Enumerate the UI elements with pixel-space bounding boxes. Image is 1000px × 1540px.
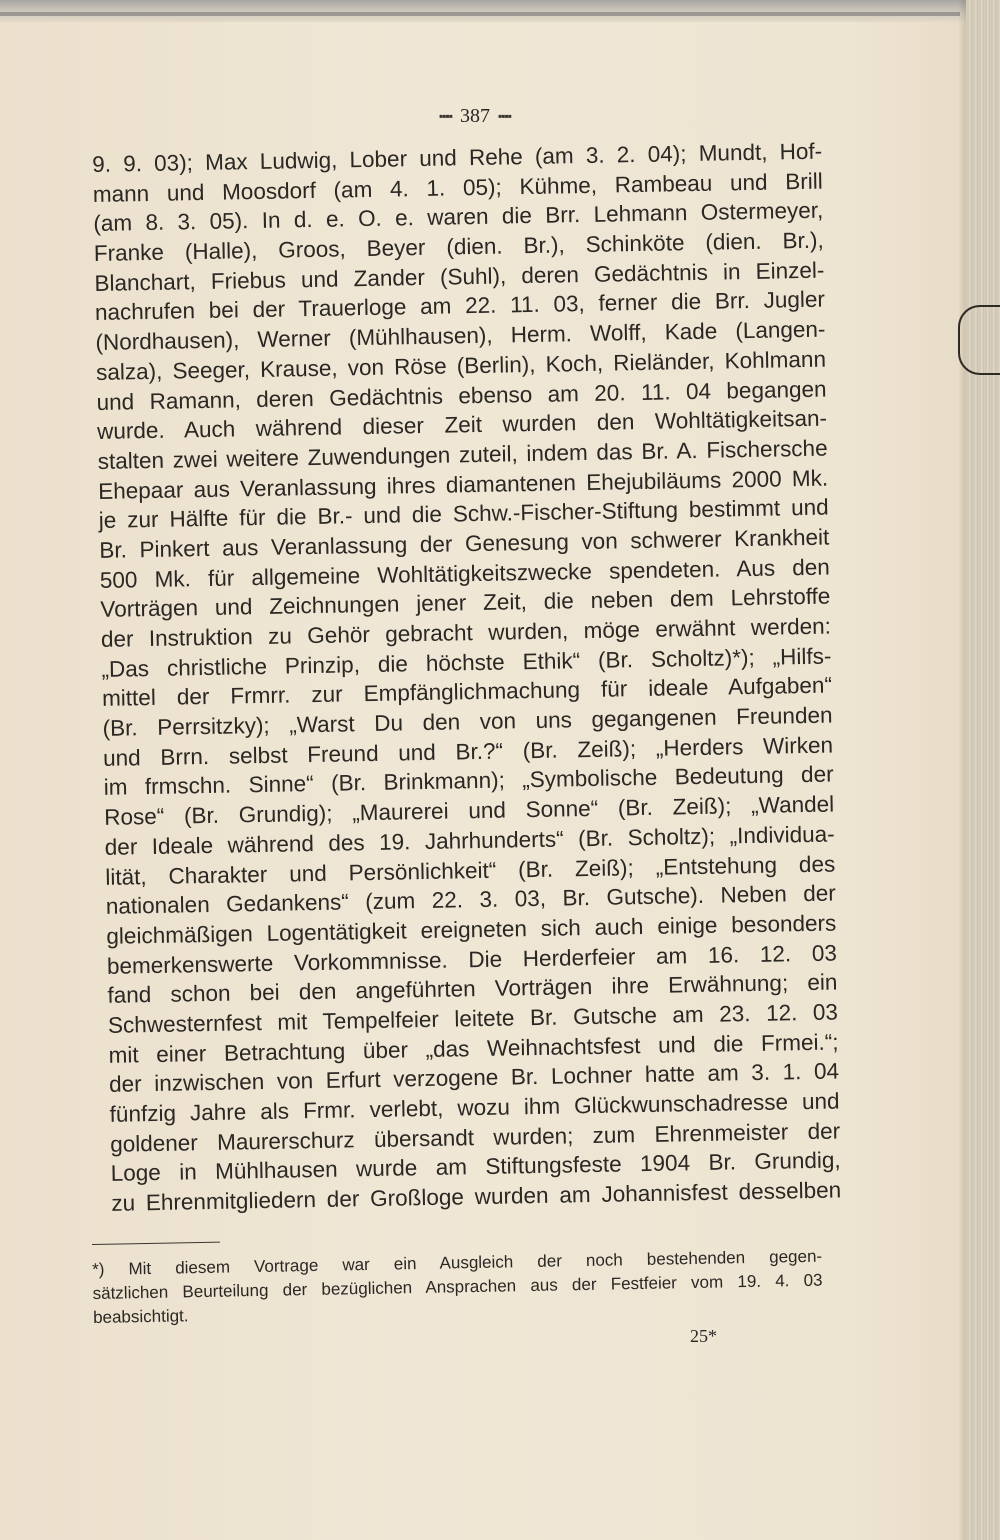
- page-stack-edge: [966, 0, 1000, 1540]
- text-line: Vorträgen und Zeichnungen jener Zeit, die neben dem Lehrstoffe: [100, 583, 831, 623]
- text-line: 500 Mk. für allgemeine Wohltätigkeitszwecke spendeten. Aus den: [99, 554, 830, 593]
- header-ornament-left: ▪▪▪▪: [438, 108, 452, 123]
- gutter-shadow: [958, 0, 966, 1540]
- header-ornament-right: ▪▪▪▪: [498, 108, 512, 123]
- text-line: Loge in Mühlhausen wurde am Stiftungsfeste 1904 Br. Grundig,: [110, 1147, 841, 1187]
- text-line: nachrufen bei der Trauerloge am 22. 11. 03, ferner die Brr. Jugler: [94, 287, 826, 326]
- text-line: und Brrn. selbst Freund und Br.?“ (Br. Zeiß); „Herders Wirken: [102, 732, 834, 771]
- text-line: der Instruktion zu Gehör gebracht wurden, möge erwähnt werden:: [100, 613, 832, 652]
- text-line: (am 8. 3. 05). In d. e. O. e. waren die Brr. Lehmann Ostermeyer,: [93, 197, 824, 237]
- footnote: [92, 1245, 823, 1330]
- footnote-line: sätzlichen Beurteilung der bezüglichen Ansprachen aus der Festfeier vom 19. 4. 03: [92, 1270, 823, 1303]
- signature-mark: 25*: [690, 1326, 717, 1346]
- text-line: stalten zwei weitere Zuwendungen zuteil, indem das Br. A. Fischersche: [97, 435, 828, 474]
- page-header: [395, 101, 555, 131]
- text-line: und Ramann, deren Gedächtnis ebenso am 20. 11. 04 begangen: [96, 376, 827, 415]
- text-line: (Br. Perrsitzky); „Warst Du den von uns gegangenen Freunden: [102, 702, 833, 741]
- body-text: [92, 137, 841, 1219]
- text-line: gleichmäßigen Logentätigkeit ereigneten sich auch einige besonders: [106, 910, 837, 949]
- text-line: salza), Seeger, Krause, von Röse (Berlin), Koch, Rieländer, Kohlmann: [95, 346, 827, 385]
- text-line: mittel der Frmrr. zur Empfänglichmachung für ideale Aufgaben“: [101, 672, 833, 712]
- text-line: Br. Pinkert aus Veranlassung der Genesung von schwerer Krankheit: [99, 524, 830, 563]
- text-line: mann und Moosdorf (am 4. 1. 05); Kühme, Rambeau und Brill: [92, 168, 823, 207]
- text-line: bemerkenswerte Vorkommnisse. Die Herderfeier am 16. 12. 03: [106, 940, 838, 979]
- text-line: (Nordhausen), Werner (Mühlhausen), Herm. Wolff, Kade (Langen-: [95, 316, 826, 356]
- page-number: 387: [460, 104, 490, 127]
- text-line: Schwesternfest mit Tempelfeier leitete Br. Gutsche am 23. 12. 03: [107, 999, 839, 1038]
- text-line: im frmschn. Sinne“ (Br. Brinkmann); „Symbolische Bedeutung der: [103, 761, 834, 801]
- text-line: Franke (Halle), Groos, Beyer (dien. Br.), Schinköte (dien. Br.),: [93, 227, 825, 267]
- text-line: fand schon bei den angeführten Vorträgen ihre Erwähnung; ein: [107, 969, 838, 1009]
- text-line: je zur Hälfte für die Br.- und die Schw.-Fischer-Stiftung bestimmt und: [98, 494, 829, 534]
- text-line: der inzwischen von Erfurt verzogene Br. Lochner hatte am 3. 1. 04: [108, 1058, 840, 1098]
- text-line: mit einer Betrachtung über „das Weihnachtsfest und die Frmei.“;: [108, 1029, 839, 1068]
- text-line: Ehepaar aus Veranlassung ihres diamantenen Ehejubiläums 2000 Mk.: [98, 465, 829, 504]
- text-line: zu Ehrenmitgliedern der Großloge wurden am Johannisfest desselben: [111, 1177, 842, 1216]
- text-line: lität, Charakter und Persönlichkeit“ (Br. Zeiß); „Entstehung des: [105, 851, 836, 890]
- text-line: goldener Maurerschurz übersandt wurden; zum Ehrenmeister der: [109, 1118, 841, 1157]
- page-top-rule: [0, 12, 960, 16]
- text-line: „Das christliche Prinzip, die höchste Ethik“ (Br. Scholtz)*); „Hilfs-: [101, 643, 832, 682]
- text-line: der Ideale während des 19. Jahrhunderts“ (Br. Scholtz); „Individua-: [104, 821, 835, 860]
- text-line: fünfzig Jahre als Frmr. verlebt, wozu ihm Glückwunschadresse und: [109, 1088, 840, 1127]
- text-line: wurde. Auch während dieser Zeit wurden den Wohltätigkeitsan-: [96, 405, 828, 445]
- text-line: 9. 9. 03); Max Ludwig, Lober und Rehe (am 3. 2. 04); Mundt, Hof-: [92, 138, 823, 177]
- text-line: Rose“ (Br. Grundig); „Maurerei und Sonne“ (Br. Zeiß); „Wandel: [104, 791, 835, 831]
- text-line: nationalen Gedankens“ (zum 22. 3. 03, Br. Gutsche). Neben der: [105, 880, 836, 920]
- page-top-edge: [0, 0, 1000, 22]
- footnote-line: beabsichtigt.: [92, 1306, 189, 1327]
- text-line: Blanchart, Friebus und Zander (Suhl), deren Gedächtnis in Einzel-: [94, 257, 825, 296]
- footnote-line: *) Mit diesem Vortrage war ein Ausgleich der noch bestehenden gegen-: [92, 1246, 823, 1279]
- footnote-rule: [92, 1242, 220, 1245]
- index-tab-mark: [958, 305, 1000, 375]
